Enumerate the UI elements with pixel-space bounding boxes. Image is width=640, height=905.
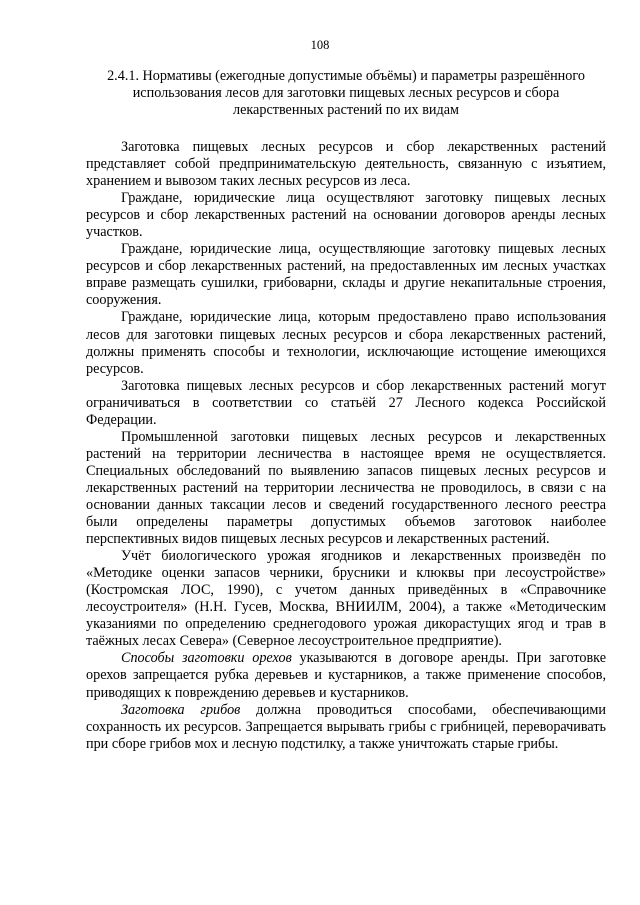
page-number: 108 [310, 38, 330, 52]
paragraph-mushroom-harvesting [86, 702, 606, 753]
paragraph-yield-accounting: Учёт биологического урожая ягодников и лекарственных произведён по «Методике оценки запасов черники, брусники и клюквы при лесоустройстве» (Костромская ЛОС, 1990), с учетом данных приведённых в «Справочнике лесоустроителя» (Н.Н. Гусев, Москва, ВНИИЛМ, 2004), а также «Методическим указаниями по определению среднегодового урожая дикорастущих ягод и трав в таёжных лесах Севера» (Северное лесоустроительное предприятие). [86, 548, 606, 650]
paragraph-nut-harvesting [86, 650, 606, 701]
paragraph-structures: Граждане, юридические лица, осуществляющие заготовку пищевых лесных ресурсов и сбор лекарственных растений, на предоставленных им лесных участках вправе размещать сушилки, грибоварни, склады и другие некапитальные строения, сооружения. [86, 241, 606, 309]
paragraph-restrictions: Заготовка пищевых лесных ресурсов и сбор лекарственных растений могут ограничиваться в соответствии со статьёй 27 Лесного кодекса Российской Федерации. [86, 377, 606, 428]
nut-harvesting-text: указываются в договоре аренды. При заготовке орехов запрещается рубка деревьев и кустарников, а также применение способов, приводящих к повреждению деревьев и кустарников. [86, 650, 606, 701]
mushroom-harvesting-term: Заготовка грибов [121, 701, 241, 718]
nut-harvesting-term: Способы заготовки орехов [121, 650, 292, 667]
paragraph-technologies: Граждане, юридические лица, которым предоставлено право использования лесов для заготовки пищевых лесных ресурсов и сбора лекарственных растений, должны применять способы и технологии, исключающие истощение имеющихся ресурсов. [86, 309, 606, 377]
paragraph-harvesting-definition: Заготовка пищевых лесных ресурсов и сбор лекарственных растений представляет собой предпринимательскую деятельность, связанную с изъятием, хранением и вывозом таких лесных ресурсов из леса. [86, 139, 606, 190]
section-heading: 2.4.1. Нормативы (ежегодные допустимые объёмы) и параметры разрешённого использования лесов для заготовки пищевых лесных ресурсов и сбора лекарственных растений по их видам [107, 68, 585, 118]
paragraph-lease-basis: Граждане, юридические лица осуществляют заготовку пищевых лесных ресурсов и сбор лекарственных растений на основании договоров аренды лесных участков. [86, 190, 606, 241]
mushroom-harvesting-text: должна проводиться способами, обеспечивающими сохранность их ресурсов. Запрещается вырывать грибы с грибницей, переворачивать при сборе грибов мох и лесную подстилку, а также уничтожать старые грибы. [86, 701, 606, 752]
paragraph-industrial-harvesting: Промышленной заготовки пищевых лесных ресурсов и лекарственных растений на территории лесничества в настоящее время не осуществляется. Специальных обследований по выявлению запасов пищевых лесных ресурсов и лекарственных растений на территории лесничества не проводилось, в связи с на основании данных таксации лесов и сведений государственного лесного реестра были определены параметры допустимых объемов заготовок наиболее перспективных видов пищевых лесных ресурсов и лекарственных растений. [86, 428, 606, 548]
section-body [86, 139, 606, 753]
